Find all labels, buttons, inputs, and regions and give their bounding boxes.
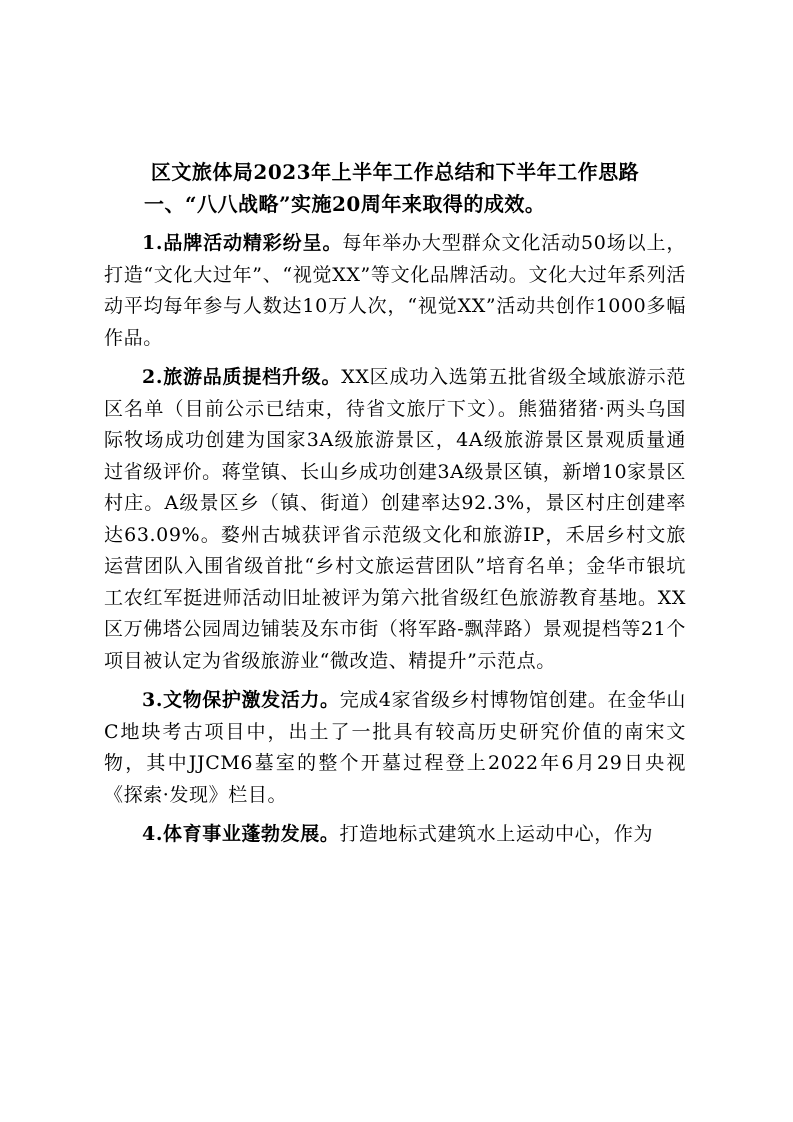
document-title: 区文旅体局2023年上半年工作总结和下半年工作思路 [150,160,640,184]
paragraph-relic-protection [104,685,686,811]
paragraph-lead: 2.旅游品质提档升级。 [142,366,342,388]
paragraph-lead: 3.文物保护激发活力。 [142,689,340,711]
paragraph-body: XX区成功入选第五批省级全域旅游示范区名单（目前公示已结束，待省文旅厅下文）。熊猫猪猪·两头乌国际牧场成功创建为国家3A级旅游景区，4A级旅游景区景观质量通过省级评价。蒋堂镇、长山乡成功创建3A级景区镇，新增10家景区村庄。A级景区乡（镇、街道）创建率达92.3%，景区村庄创建率达63.09%。婺州古城获评省示范级文化和旅游IP，禾居乡村文旅运营团队入围省级首批“乡村文旅运营团队”培育名单；金华市银坑工农红军挺进师活动旧址被评为第六批省级红色旅游教育基地。XX区万佛塔公园周边铺装及东市街（将军路-飘萍路）景观提档等21个项目被认定为省级旅游业“微改造、精提升”示范点。 [104,366,686,672]
spacer [104,811,686,819]
paragraph-lead: 4.体育事业蓬勃发展。 [142,823,340,845]
paragraph-brand-activities [104,228,686,354]
paragraph-sports-development [104,819,686,851]
spacer [104,220,686,228]
paragraph-tourism-quality [104,362,686,677]
paragraph-body: 完成4家省级乡村博物馆创建。在金华山C地块考古项目中，出土了一批具有较高历史研究价值的南宋文物，其中JJCM6墓室的整个开墓过程登上2022年6月29日央视《探索·发现》栏目。 [104,689,686,806]
spacer [104,354,686,362]
paragraph-body: 每年举办大型群众文化活动50场以上，打造“文化大过年”、“视觉XX”等文化品牌活动。文化大过年系列活动平均每年参与人数达10万人次，“视觉XX”活动共创作1000多幅作品。 [104,232,687,349]
document-body [104,156,686,851]
paragraph-body: 打造地标式建筑水上运动中心，作为 [339,823,654,845]
spacer [104,677,686,685]
paragraph-lead: 1.品牌活动精彩纷呈。 [142,232,343,254]
section-heading-1: 一、“八八战略”实施20周年来取得的成效。 [144,192,546,216]
